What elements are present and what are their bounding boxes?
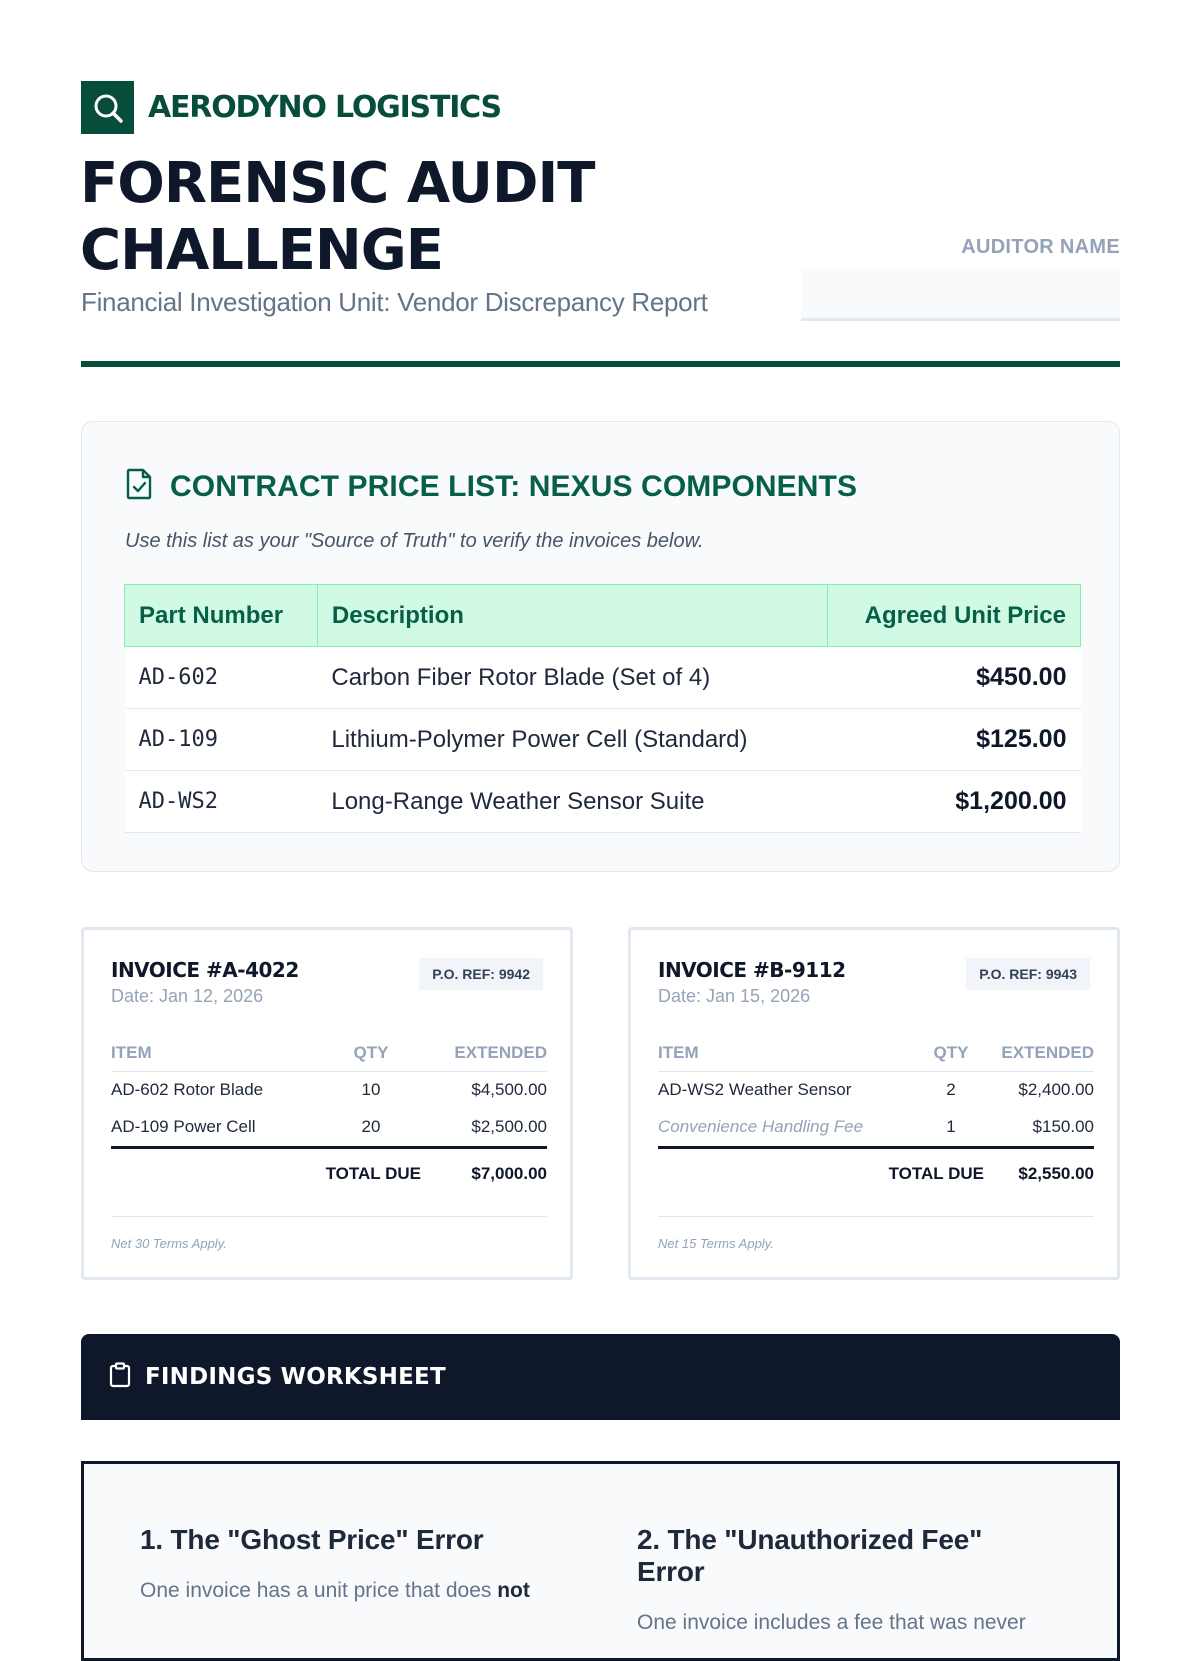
invoice-terms: Net 15 Terms Apply. [658,1236,774,1251]
page-subtitle: Financial Investigation Unit: Vendor Discrepancy Report [81,287,708,317]
total-amount: $2,550.00 [1018,1163,1094,1183]
total-label: TOTAL DUE [888,1163,984,1183]
part-description: Lithium-Polymer Power Cell (Standard) [317,709,827,771]
search-icon [81,81,134,134]
findings-worksheet [81,1461,1120,1661]
invoice-title: INVOICE #B-9112 [658,958,846,982]
question-text: One invoice includes a fee that was never [637,1611,1026,1634]
price-list-title: CONTRACT PRICE LIST: NEXUS COMPONENTS [170,469,858,503]
findings-title: FINDINGS WORKSHEET [145,1364,446,1390]
total-amount: $7,000.00 [471,1163,547,1183]
invoice-table-header [658,1035,1094,1071]
line-extended: $2,500.00 [421,1109,547,1147]
invoice-table [658,1035,1094,1199]
page-title: FORENSIC AUDIT CHALLENGE [80,151,595,283]
column-header: Agreed Unit Price [828,585,1081,647]
total-row [111,1147,547,1199]
finding-question-2 [637,1524,1057,1638]
column-header: Part Number [125,585,318,647]
table-row [658,1071,1094,1109]
brand-name: AERODYNO LOGISTICS [148,90,501,125]
invoice-divider [658,1216,1094,1217]
table-row [111,1109,547,1147]
question-title: 1. The "Ghost Price" Error [140,1524,484,1555]
table-row [125,647,1081,709]
question-title: 2. The "Unauthorized Fee" Error [637,1524,983,1587]
price-table-header [125,585,1081,647]
part-description: Carbon Fiber Rotor Blade (Set of 4) [317,647,827,709]
invoice-divider [111,1216,547,1217]
column-header: Description [317,585,827,647]
line-item: Convenience Handling Fee [658,1109,918,1147]
header-divider [81,361,1120,367]
invoice-table [111,1035,547,1199]
auditor-name-input[interactable] [801,268,1120,321]
brand [81,81,501,134]
line-item: AD-109 Power Cell [111,1109,321,1147]
invoice-date: Date: Jan 15, 2026 [658,986,811,1006]
unit-price: $450.00 [828,647,1081,709]
table-row [125,709,1081,771]
part-number: AD-602 [125,647,318,709]
unit-price: $1,200.00 [828,771,1081,833]
file-check-icon [125,468,153,505]
invoice-card-b [628,927,1120,1280]
table-row [658,1109,1094,1147]
invoice-table-header [111,1035,547,1071]
table-row [111,1071,547,1109]
clipboard-icon [109,1362,131,1393]
unit-price: $125.00 [828,709,1081,771]
table-row [125,771,1081,833]
invoice-title: INVOICE #A-4022 [111,958,299,982]
total-row [658,1147,1094,1199]
part-description: Long-Range Weather Sensor Suite [317,771,827,833]
invoice-terms: Net 30 Terms Apply. [111,1236,227,1251]
line-extended: $2,400.00 [1018,1080,1094,1100]
part-number: AD-109 [125,709,318,771]
line-qty: 1 [918,1109,984,1147]
findings-header [81,1334,1120,1420]
column-header: ITEM [111,1035,321,1071]
line-qty: 20 [321,1109,421,1147]
po-ref-badge: P.O. REF: 9942 [419,958,543,990]
price-list-heading [125,468,857,505]
line-qty: 10 [361,1080,381,1100]
line-item: AD-602 Rotor Blade [111,1080,264,1100]
line-extended: $4,500.00 [471,1080,547,1100]
line-item: AD-WS2 Weather Sensor [658,1080,852,1100]
finding-question-1 [140,1524,560,1606]
invoice-date: Date: Jan 12, 2026 [111,986,264,1006]
contract-price-list [81,421,1120,872]
column-header: ITEM [658,1035,918,1071]
po-ref-badge: P.O. REF: 9943 [966,958,1090,990]
column-header: EXTENDED [421,1035,547,1071]
question-text: One invoice has a unit price that does not [140,1579,530,1602]
line-qty: 2 [946,1080,956,1100]
invoice-card-a [81,927,573,1280]
auditor-name-label: AUDITOR NAME [961,236,1120,258]
total-label: TOTAL DUE [325,1163,421,1183]
column-header: QTY [918,1035,984,1071]
column-header: QTY [321,1035,421,1071]
line-extended: $150.00 [984,1109,1094,1147]
price-table [124,584,1081,833]
price-list-note: Use this list as your "Source of Truth" to verify the invoices below. [125,530,704,552]
part-number: AD-WS2 [125,771,318,833]
column-header: EXTENDED [984,1035,1094,1071]
